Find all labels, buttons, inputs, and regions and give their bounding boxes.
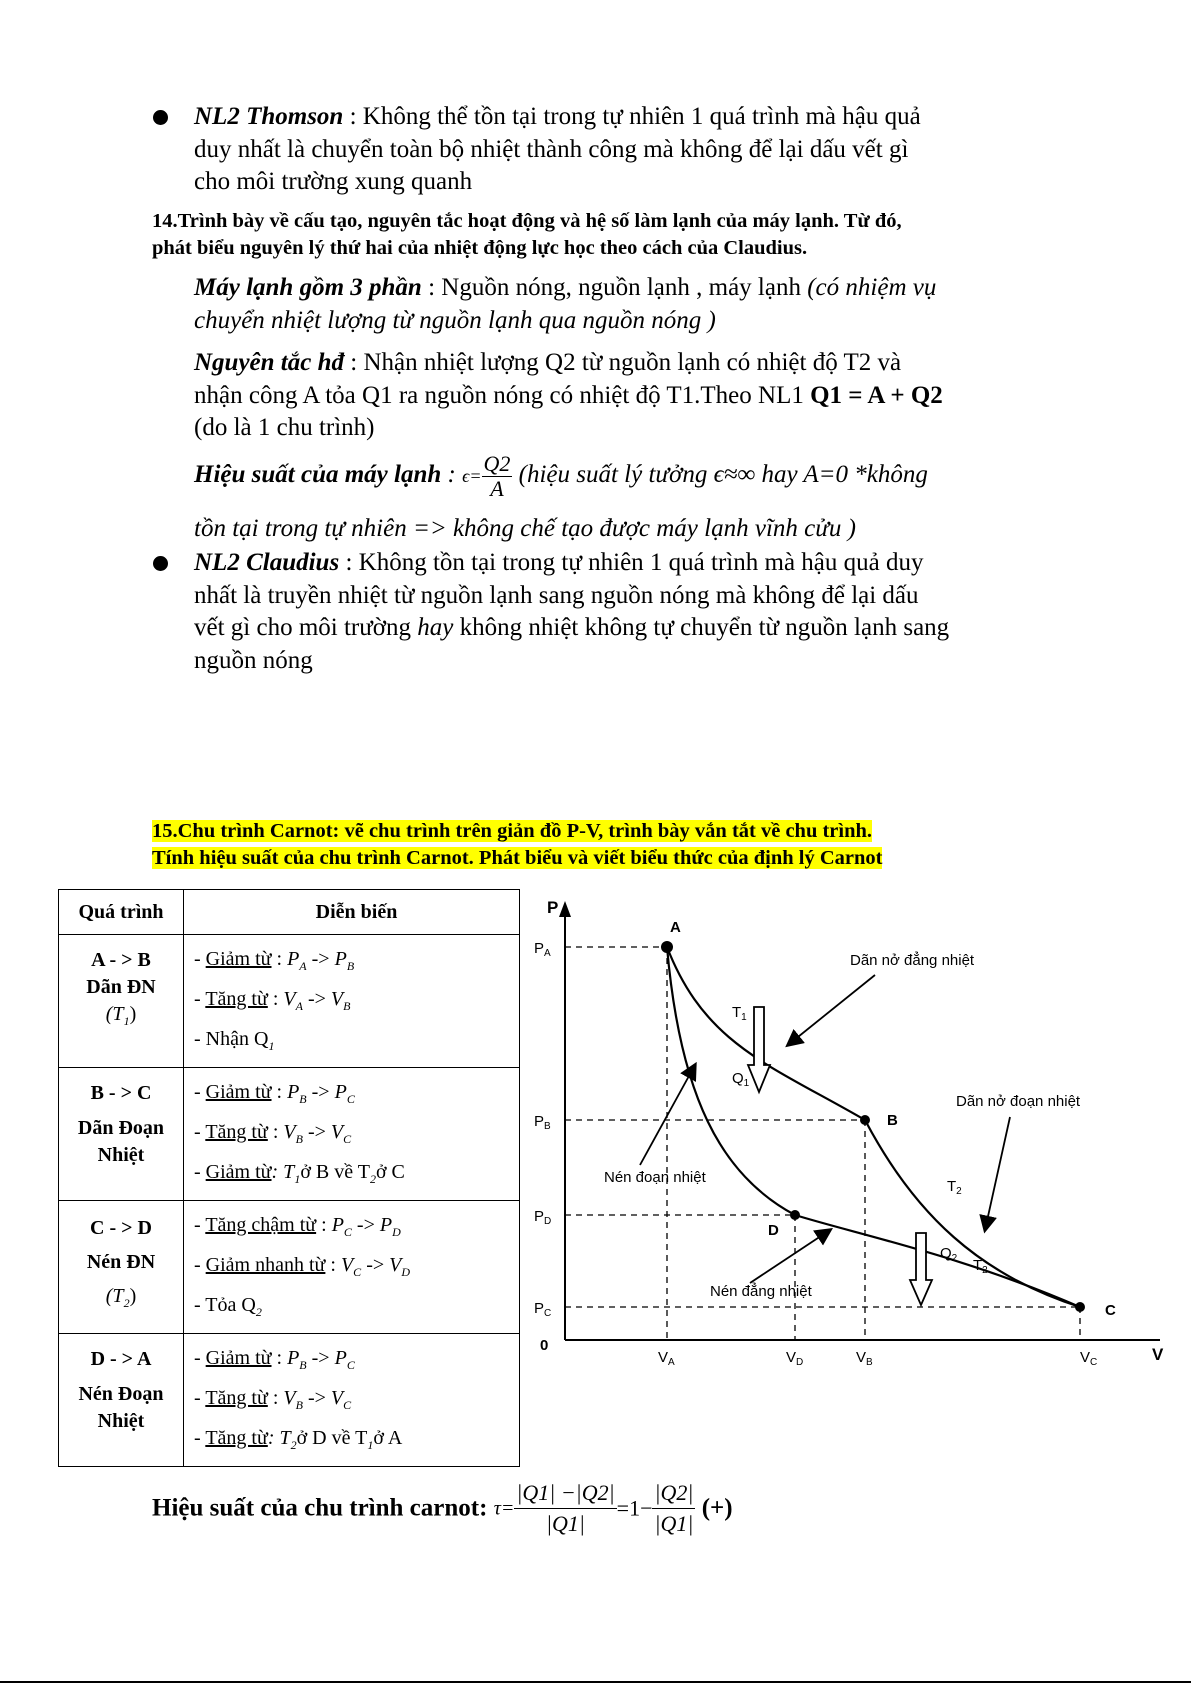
point-b bbox=[860, 1115, 870, 1125]
change-line bbox=[194, 979, 519, 1019]
table-row bbox=[59, 1201, 520, 1334]
q15-heading-line2: Tính hiệu suất của chu trình Carnot. Phát biểu và viết biểu thức của định lý Carnot bbox=[152, 847, 883, 869]
process-temp bbox=[59, 1279, 183, 1320]
q14-heading-line2: phát biểu nguyên lý thứ hai của nhiệt động lực học theo cách của Claudius. bbox=[152, 237, 808, 259]
var-sub: A bbox=[299, 959, 307, 973]
var-sub: C bbox=[346, 1358, 355, 1372]
dash: - bbox=[194, 1214, 206, 1236]
var-sub: B bbox=[343, 999, 351, 1013]
q14-heading bbox=[152, 208, 1072, 262]
carnot-eff-num: |Q1| −|Q2| bbox=[514, 1478, 616, 1509]
change-line bbox=[194, 939, 519, 979]
dash: - bbox=[194, 948, 206, 970]
var: V bbox=[389, 1254, 402, 1276]
p-axis-label: P bbox=[547, 898, 559, 917]
nl2-claudius-line3a: vết gì cho môi trường bbox=[194, 614, 418, 641]
bullet-icon bbox=[153, 556, 168, 571]
carnot-eff-tail: (+) bbox=[695, 1494, 733, 1522]
change-line bbox=[194, 1245, 519, 1285]
point-a-label: A bbox=[670, 919, 681, 936]
change-verb: Giảm từ bbox=[205, 948, 272, 970]
t2-label: $T_2$ bbox=[947, 1178, 962, 1197]
process-cell bbox=[59, 935, 184, 1068]
carnot-efficiency bbox=[152, 1478, 733, 1539]
var-sub: B bbox=[346, 959, 355, 973]
process-type: Nén Đoạn bbox=[78, 1383, 164, 1405]
colon: : bbox=[271, 1347, 288, 1369]
change-verb: Giảm nhanh từ bbox=[205, 1254, 326, 1276]
nl2-thomson-paragraph bbox=[194, 101, 1074, 199]
var-sub: D bbox=[401, 1265, 411, 1279]
change-cell bbox=[184, 1334, 520, 1467]
temp-sub: 1 bbox=[367, 1438, 374, 1452]
change-verb: Giảm từ bbox=[205, 1347, 272, 1369]
change-line bbox=[194, 1152, 519, 1192]
dash: - bbox=[194, 1081, 206, 1103]
var-sub: B bbox=[299, 1358, 307, 1372]
carnot-eff-den: |Q1| bbox=[546, 1511, 585, 1536]
change-cell bbox=[184, 1201, 520, 1334]
p-label-b: $P_B$ bbox=[534, 1113, 551, 1132]
q14-structure bbox=[194, 272, 1074, 337]
t1-label: $T_1$ bbox=[732, 1004, 747, 1023]
change-cell bbox=[184, 1068, 520, 1201]
arrow-text: -> bbox=[302, 988, 331, 1010]
label-isothermal-compression: Nén đẳng nhiệt bbox=[710, 1283, 812, 1300]
temp-mid: ở B về T bbox=[300, 1161, 370, 1183]
carnot-eff-mid: =1− bbox=[616, 1495, 653, 1521]
process-name: C - > D bbox=[90, 1217, 152, 1239]
var: V bbox=[283, 1121, 296, 1143]
nl2-claudius-line2: nhất là truyền nhiệt từ nguồn lạnh sang nguồn nóng mà không để lại dấu bbox=[194, 581, 919, 609]
q2-label: $Q_2$ bbox=[940, 1245, 958, 1264]
temp-sub: 2 bbox=[290, 1438, 297, 1452]
dash: - bbox=[194, 988, 206, 1010]
v-label-a: $V_A$ bbox=[658, 1349, 675, 1368]
process-cell bbox=[59, 1068, 184, 1201]
page-bottom-rule bbox=[0, 1681, 1191, 1683]
point-b-label: B bbox=[887, 1112, 898, 1129]
q14-heading-line1: 14.Trình bày về cấu tạo, nguyên tắc hoạt động và hệ số làm lạnh của máy lạnh. Từ đó, bbox=[152, 210, 902, 232]
point-a bbox=[661, 941, 673, 953]
q14-principle bbox=[194, 347, 1074, 445]
temp-var: : T bbox=[267, 1427, 291, 1449]
process-cell bbox=[59, 1201, 184, 1334]
change-line bbox=[194, 1285, 519, 1325]
var-sub: D bbox=[392, 1225, 401, 1239]
change-line bbox=[194, 1072, 519, 1112]
heat-sub: 1 bbox=[268, 1039, 275, 1053]
var-sub: C bbox=[346, 1092, 355, 1106]
heat-in-arrow-icon bbox=[748, 1007, 770, 1092]
var: P bbox=[334, 948, 347, 970]
colon: : bbox=[271, 1081, 288, 1103]
process-name: B - > C bbox=[90, 1082, 152, 1104]
heat-text: - Tỏa Q bbox=[194, 1294, 256, 1316]
carnot-pv-diagram bbox=[520, 895, 1170, 1375]
origin-label: 0 bbox=[540, 1337, 549, 1354]
carnot-eff-label: Hiệu suất của chu trình carnot: bbox=[152, 1494, 494, 1522]
var: V bbox=[330, 1387, 344, 1409]
temp-mid: ở D về T bbox=[296, 1427, 368, 1449]
v-label-d: $V_D$ bbox=[786, 1349, 804, 1368]
change-verb: Tăng chậm từ bbox=[205, 1214, 317, 1236]
arrow-text: -> bbox=[302, 1121, 331, 1143]
var-sub: B bbox=[299, 1092, 307, 1106]
q14-eff-fraction bbox=[482, 452, 513, 501]
change-line bbox=[194, 1112, 519, 1152]
nl2-claudius-paragraph bbox=[194, 547, 1074, 677]
arrow-text: -> bbox=[306, 1081, 335, 1103]
carnot-eff-tau: τ= bbox=[493, 1497, 515, 1520]
arrow-adiabatic-expansion bbox=[985, 1117, 1010, 1230]
heat-sub: 2 bbox=[255, 1305, 262, 1319]
var: V bbox=[283, 988, 296, 1010]
temp-sub: 1 bbox=[123, 1014, 130, 1028]
var: P bbox=[287, 1081, 300, 1103]
heat-out-arrow-icon bbox=[910, 1233, 932, 1305]
nl2-thomson-line1: : Không thể tồn tại trong tự nhiên 1 quá trình mà hậu quả bbox=[343, 103, 921, 130]
colon: : bbox=[271, 948, 288, 970]
q14-eff-den: A bbox=[490, 476, 504, 501]
q14-structure-note2: chuyển nhiệt lượng từ nguồn lạnh qua nguồn nóng ) bbox=[194, 306, 716, 334]
dash: - bbox=[194, 1254, 206, 1276]
q14-principle-line2: nhận công A tỏa Q1 ra nguồn nóng có nhiệt độ T1.Theo NL1 bbox=[194, 381, 811, 409]
change-line bbox=[194, 1418, 519, 1458]
carnot-eff-den2: |Q1| bbox=[654, 1511, 694, 1536]
carnot-eff-num2: |Q2| bbox=[652, 1478, 695, 1509]
temp-end: ở C bbox=[375, 1161, 405, 1183]
q14-eff-note1: (hiệu suất lý tưởng ϵ≈∞ hay A=0 *không bbox=[512, 461, 928, 489]
var: P bbox=[287, 1347, 300, 1369]
q15-heading-line1: 15.Chu trình Carnot: vẽ chu trình trên giản đồ P-V, trình bày vắn tắt về chu trình. bbox=[152, 820, 873, 842]
var-sub: A bbox=[295, 999, 303, 1013]
v-label-c: $V_C$ bbox=[1080, 1349, 1098, 1368]
temp-symbol: (T bbox=[105, 1285, 124, 1307]
dash: - bbox=[194, 1161, 206, 1183]
var: V bbox=[330, 988, 344, 1010]
process-type: Dãn ĐN bbox=[86, 976, 156, 998]
q14-eff-num: Q2 bbox=[483, 451, 511, 476]
process-name: A - > B bbox=[91, 949, 151, 971]
table-header-row bbox=[59, 890, 520, 935]
p-label-a: $P_A$ bbox=[534, 940, 551, 959]
dash: - bbox=[194, 1347, 206, 1369]
q14-structure-text: : Nguồn nóng, nguồn lạnh , máy lạnh bbox=[421, 274, 808, 301]
heat-text: - Nhận Q bbox=[194, 1028, 269, 1050]
p-label-c: $P_C$ bbox=[534, 1300, 552, 1319]
change-line bbox=[194, 1378, 519, 1418]
nl2-claudius-line3b: hay bbox=[417, 614, 454, 641]
arrow-isothermal-compression bbox=[750, 1230, 830, 1283]
var: P bbox=[379, 1214, 393, 1236]
colon: : bbox=[267, 1121, 284, 1143]
var: V bbox=[340, 1254, 354, 1276]
nl2-claudius-title: NL2 Claudius bbox=[194, 549, 340, 576]
var-sub: C bbox=[353, 1265, 362, 1279]
nl2-thomson-line3: cho môi trường xung quanh bbox=[194, 168, 473, 195]
colon: : bbox=[267, 1387, 284, 1409]
q14-principle-line1: : Nhận nhiệt lượng Q2 từ nguồn lạnh có nhiệt độ T2 và bbox=[344, 349, 902, 376]
process-name: D - > A bbox=[90, 1348, 152, 1370]
temp-symbol: (T bbox=[105, 1003, 124, 1025]
q1-label: $Q_1$ bbox=[732, 1070, 750, 1089]
v-axis-label: V bbox=[1152, 1345, 1164, 1364]
nl2-claudius-line3c: không nhiệt không tự chuyển từ nguồn lạnh sang bbox=[453, 614, 950, 641]
nl2-claudius-line1: : Không tồn tại trong tự nhiên 1 quá trình mà hậu quả duy bbox=[339, 549, 924, 576]
var-sub: C bbox=[343, 1398, 352, 1412]
curve-bc-adiabatic bbox=[865, 1120, 1080, 1307]
label-adiabatic-expansion: Dãn nở đoạn nhiệt bbox=[956, 1093, 1081, 1110]
point-d bbox=[790, 1210, 800, 1220]
process-type2: Nhiệt bbox=[97, 1144, 145, 1166]
var-sub: B bbox=[295, 1398, 303, 1412]
q14-structure-title: Máy lạnh gồm 3 phần bbox=[194, 274, 422, 301]
var: P bbox=[287, 948, 300, 970]
q14-efficiency bbox=[194, 452, 1074, 547]
var-sub: B bbox=[295, 1132, 303, 1146]
change-verb: Tăng từ bbox=[205, 1427, 268, 1449]
table-row bbox=[59, 1334, 520, 1467]
q14-principle-formula: Q1 = A + Q2 bbox=[810, 381, 943, 409]
change-verb: Tăng từ bbox=[205, 988, 268, 1010]
q14-eff-note2: tồn tại trong tự nhiên => không chế tạo được máy lạnh vĩnh cửu ) bbox=[194, 515, 856, 542]
point-d-label: D bbox=[768, 1222, 779, 1239]
colon: : bbox=[325, 1254, 341, 1276]
colon: : bbox=[316, 1214, 332, 1236]
q15-heading bbox=[152, 818, 1072, 872]
change-line bbox=[194, 1205, 519, 1245]
change-line bbox=[194, 1019, 519, 1059]
var: V bbox=[330, 1121, 344, 1143]
p-label-d: $P_D$ bbox=[534, 1208, 552, 1227]
var: P bbox=[334, 1347, 347, 1369]
p-axis-arrow-icon bbox=[559, 901, 571, 917]
arrow-text: -> bbox=[361, 1254, 390, 1276]
var: P bbox=[334, 1081, 347, 1103]
dash: - bbox=[194, 1121, 206, 1143]
arrow-text: -> bbox=[306, 948, 335, 970]
process-cell bbox=[59, 1334, 184, 1467]
nl2-thomson-line2: duy nhất là chuyển toàn bộ nhiệt thành công mà không để lại dấu vết gì bbox=[194, 135, 909, 163]
temp-var: : T bbox=[271, 1161, 295, 1183]
dash: - bbox=[194, 1387, 206, 1409]
var-sub: C bbox=[343, 1132, 352, 1146]
process-type: Nén ĐN bbox=[86, 1251, 156, 1273]
header-process: Quá trình bbox=[59, 890, 184, 935]
change-line bbox=[194, 1338, 519, 1378]
table-row bbox=[59, 935, 520, 1068]
colon: : bbox=[267, 988, 284, 1010]
label-isothermal-expansion: Dãn nở đẳng nhiệt bbox=[850, 952, 975, 969]
change-verb: Tăng từ bbox=[205, 1387, 268, 1409]
temp-close: ) bbox=[129, 1003, 137, 1025]
change-cell bbox=[184, 935, 520, 1068]
q14-principle-line3: (do là 1 chu trình) bbox=[194, 414, 375, 441]
arrow-text: -> bbox=[351, 1214, 380, 1236]
var-sub: C bbox=[343, 1225, 352, 1239]
t2b-label: $T_2$ bbox=[973, 1257, 988, 1276]
carnot-eff-fraction2 bbox=[652, 1478, 695, 1539]
arrow-text: -> bbox=[306, 1347, 335, 1369]
change-verb: Tăng từ bbox=[205, 1121, 268, 1143]
carnot-process-table bbox=[58, 889, 520, 1467]
process-type2: Nhiệt bbox=[97, 1410, 145, 1432]
point-c-label: C bbox=[1105, 1302, 1116, 1319]
arrow-isothermal-expansion bbox=[788, 975, 875, 1045]
bullet-icon bbox=[153, 110, 168, 125]
q14-eff-sep: : bbox=[441, 461, 463, 489]
v-label-b: $V_B$ bbox=[856, 1349, 873, 1368]
temp-close: ) bbox=[129, 1285, 137, 1307]
change-verb: Giảm từ bbox=[205, 1081, 272, 1103]
var: V bbox=[283, 1387, 296, 1409]
change-verb: Giảm từ bbox=[205, 1161, 272, 1183]
point-c bbox=[1075, 1302, 1085, 1312]
dash: - bbox=[194, 1427, 206, 1449]
process-type: Dãn Đoạn bbox=[77, 1117, 165, 1139]
nl2-claudius-line4: nguồn nóng bbox=[194, 646, 313, 674]
temp-sub: 2 bbox=[369, 1172, 376, 1186]
temp-sub: 2 bbox=[123, 1296, 130, 1310]
process-temp bbox=[59, 1001, 183, 1035]
arrow-text: -> bbox=[302, 1387, 331, 1409]
q14-principle-title: Nguyên tắc hđ bbox=[194, 349, 344, 376]
curve-cd-isothermal bbox=[795, 1215, 1080, 1307]
temp-end: ở A bbox=[373, 1427, 403, 1449]
carnot-eff-fraction1 bbox=[514, 1478, 616, 1539]
header-change: Diễn biến bbox=[184, 890, 520, 935]
table-row bbox=[59, 1068, 520, 1201]
q14-eff-eps: ϵ= bbox=[462, 466, 482, 487]
temp-sub: 1 bbox=[294, 1172, 301, 1186]
q14-eff-title: Hiệu suất của máy lạnh bbox=[194, 461, 442, 489]
nl2-thomson-title: NL2 Thomson bbox=[194, 103, 344, 130]
var: P bbox=[331, 1214, 344, 1236]
label-adiabatic-compression: Nén đoạn nhiệt bbox=[604, 1169, 706, 1186]
q14-structure-note1: (có nhiệm vụ bbox=[807, 274, 937, 301]
